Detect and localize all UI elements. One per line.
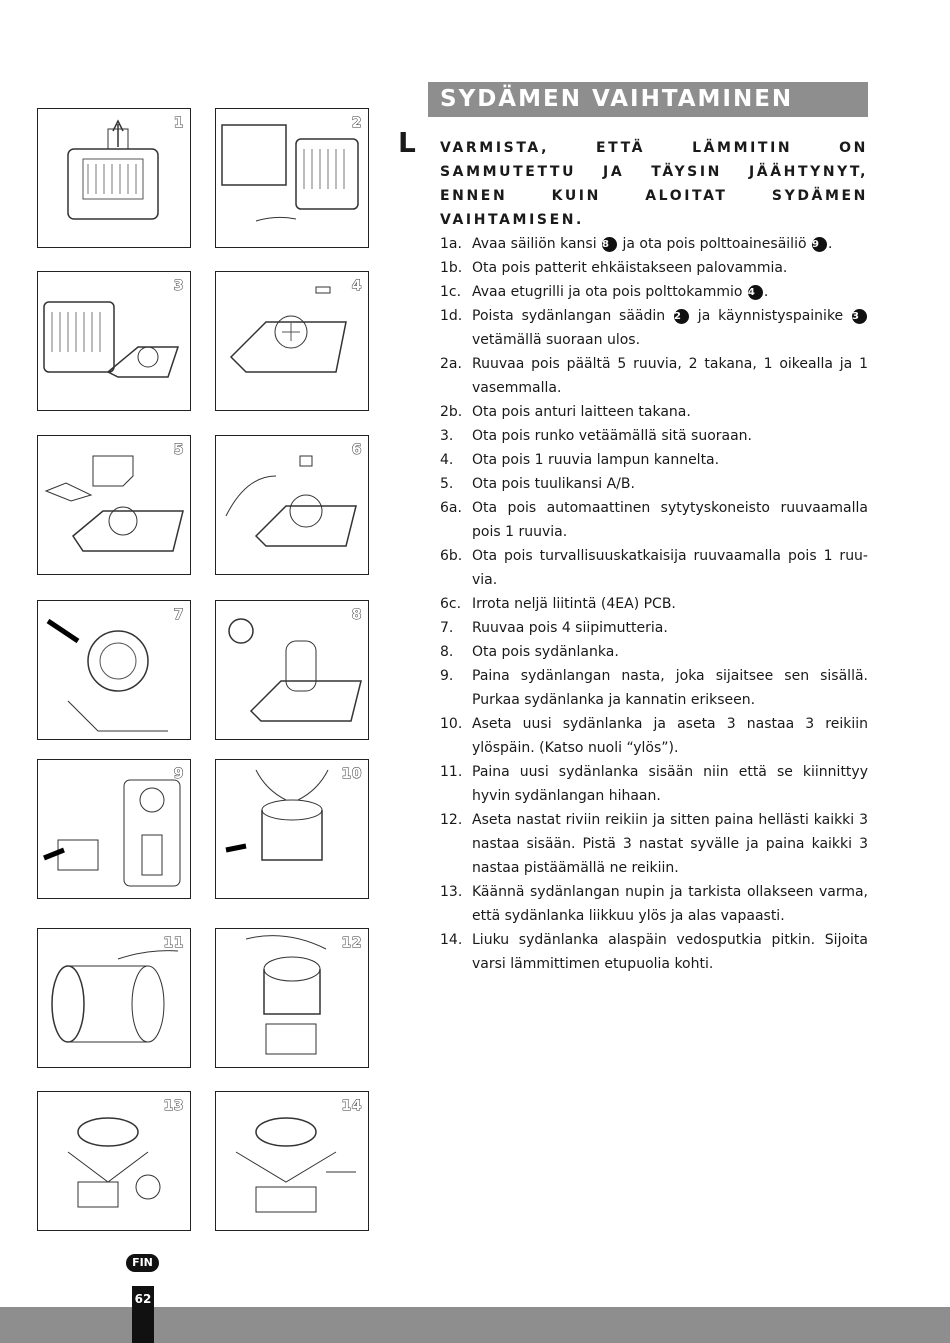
step-text — [472, 400, 868, 424]
step-text-segment: Ota pois anturi laitteen takana. — [472, 404, 691, 420]
figure-number: 7 — [173, 607, 184, 623]
step-number: 8. — [440, 644, 454, 660]
instruction-list — [440, 232, 868, 976]
instruction-step — [440, 592, 868, 616]
step-text-segment: Ota pois sydänlanka. — [472, 644, 619, 660]
page-title: SYDÄMEN VAIHTAMINEN — [428, 82, 868, 117]
figure-number: 4 — [351, 278, 362, 294]
figure-panel-12 — [215, 928, 369, 1068]
step-text — [472, 544, 868, 592]
figure-number: 12 — [341, 935, 362, 951]
step-number: 13. — [440, 884, 463, 900]
step-text — [472, 472, 868, 496]
step-text-segment: . — [763, 284, 769, 300]
step-number: 9. — [440, 668, 454, 684]
figure-number: 13 — [163, 1098, 184, 1114]
figure-number: 6 — [351, 442, 362, 458]
figure-number: 3 — [173, 278, 184, 294]
figure-number: 14 — [341, 1098, 362, 1114]
figure-panel-4 — [215, 271, 369, 411]
figure-panel-14 — [215, 1091, 369, 1231]
heater-open-lid-illustration — [216, 109, 368, 247]
figure-panel-2 — [215, 108, 369, 248]
step-number: 10. — [440, 716, 463, 732]
heater-remove-body-illustration — [38, 272, 190, 410]
step-text — [472, 424, 868, 448]
step-text — [472, 928, 868, 976]
figure-number: 2 — [351, 115, 362, 131]
step-number: 1d. — [440, 308, 463, 324]
figure-number: 11 — [163, 935, 184, 951]
step-number: 1b. — [440, 260, 463, 276]
instruction-step — [440, 664, 868, 712]
figure-number: 9 — [173, 766, 184, 782]
figure-panel-13 — [37, 1091, 191, 1231]
step-text — [472, 448, 868, 472]
figure-panel-9 — [37, 759, 191, 899]
part-reference-badge: 8 — [602, 237, 617, 252]
instruction-step — [440, 808, 868, 880]
part-reference-badge: 4 — [748, 285, 763, 300]
step-text — [472, 352, 868, 400]
step-text-segment: Paina sydänlangan nasta, joka sijaitsee sen sisällä. Purkaa sydänlanka ja kannatin erikseen. — [472, 668, 868, 708]
instruction-step — [440, 280, 868, 304]
step-text-segment: vetämällä suoraan ulos. — [472, 332, 641, 348]
step-number: 6c. — [440, 596, 462, 612]
step-number: 7. — [440, 620, 454, 636]
figure-panel-11 — [37, 928, 191, 1068]
step-text-segment: Avaa etugrilli ja ota pois polttokammio — [472, 284, 747, 300]
wick-assembly-illustration — [216, 601, 368, 739]
step-text-segment: Aseta nastat riviin reikiin ja sitten paina hellästi kaikki 3 nastaa sisään. Pistä 3 nastat syvälle ja paina kaikki 3 nastaa pistäämällä ne reikiin. — [472, 812, 868, 876]
step-text-segment: Ota pois 1 ruuvia lampun kannelta. — [472, 452, 720, 468]
step-text — [472, 808, 868, 880]
heater-lift-tank-illustration — [38, 109, 190, 247]
section-letter: L — [398, 126, 416, 159]
step-text — [472, 760, 868, 808]
figure-panel-1 — [37, 108, 191, 248]
instruction-step — [440, 472, 868, 496]
instruction-step — [440, 496, 868, 544]
step-text-segment: Ruuvaa pois 4 siipimutteria. — [472, 620, 668, 636]
part-reference-badge: 3 — [852, 309, 867, 324]
step-number: 12. — [440, 812, 463, 828]
step-text — [472, 496, 868, 544]
part-reference-badge: 2 — [674, 309, 689, 324]
step-text-segment: Ota pois tuulikansi A/B. — [472, 476, 635, 492]
instruction-step — [440, 232, 868, 256]
instruction-step — [440, 880, 868, 928]
figure-number: 10 — [341, 766, 362, 782]
base-screws-illustration — [216, 272, 368, 410]
step-text — [472, 232, 868, 256]
step-text — [472, 880, 868, 928]
instruction-step — [440, 304, 868, 352]
figure-panel-10 — [215, 759, 369, 899]
instruction-step — [440, 448, 868, 472]
wind-cover-illustration — [38, 436, 190, 574]
instruction-step — [440, 616, 868, 640]
step-text-segment: Ota pois patterit ehkäistakseen palovammia. — [472, 260, 788, 276]
step-text-segment: Aseta uusi sydänlanka ja aseta 3 nastaa 3 reikiin ylöspäin. (Katso nuoli “ylös”). — [472, 716, 868, 756]
step-text — [472, 640, 868, 664]
step-number: 2a. — [440, 356, 462, 372]
step-number: 6a. — [440, 500, 462, 516]
instruction-step — [440, 400, 868, 424]
step-text — [472, 616, 868, 640]
instruction-step — [440, 928, 868, 976]
step-number: 4. — [440, 452, 454, 468]
step-text-segment: Paina uusi sydänlanka sisään niin että se kiinnittyy hyvin sydänlangan hihaan. — [472, 764, 868, 804]
instruction-step — [440, 424, 868, 448]
figure-number: 1 — [173, 115, 184, 131]
language-badge: FIN — [126, 1254, 159, 1272]
step-text — [472, 592, 868, 616]
page-number: 62 — [132, 1286, 154, 1343]
step-number: 3. — [440, 428, 454, 444]
instruction-step — [440, 352, 868, 400]
step-number: 1c. — [440, 284, 462, 300]
figure-panel-7 — [37, 600, 191, 740]
figure-number: 8 — [351, 607, 362, 623]
step-text-segment: Liuku sydänlanka alaspäin vedosputkia pitkin. Sijoita varsi lämmittimen etupuolia kohti. — [472, 932, 868, 972]
step-text-segment: Irrota neljä liitintä (4EA) PCB. — [472, 596, 676, 612]
instruction-step — [440, 760, 868, 808]
figure-panel-5 — [37, 435, 191, 575]
figure-panel-6 — [215, 435, 369, 575]
step-text-segment: Ota pois runko vetäämällä sitä suoraan. — [472, 428, 752, 444]
step-text-segment: Ruuvaa pois päältä 5 ruuvia, 2 takana, 1 oikealla ja 1 vasemmalla. — [472, 356, 868, 396]
step-text-segment: Käännä sydänlangan nupin ja tarkista ollakseen varma, että sydänlanka liikkuu ylös ja alas vapaasti. — [472, 884, 868, 924]
step-text-segment: ja ota pois polttoainesäiliö — [618, 236, 811, 252]
step-number: 1a. — [440, 236, 462, 252]
wing-nuts-illustration — [38, 601, 190, 739]
step-text — [472, 664, 868, 712]
step-text — [472, 712, 868, 760]
step-text-segment: Ota pois turvallisuuskatkaisija ruuvaamalla pois 1 ruu-via. — [472, 548, 868, 588]
part-reference-badge: 9 — [812, 237, 827, 252]
figure-number: 5 — [173, 442, 184, 458]
step-number: 2b. — [440, 404, 463, 420]
instruction-step — [440, 256, 868, 280]
instruction-step — [440, 640, 868, 664]
igniter-removal-illustration — [216, 436, 368, 574]
step-text-segment: ja käynnistyspainike — [689, 308, 851, 324]
step-number: 6b. — [440, 548, 463, 564]
step-text-segment: Avaa säiliön kansi — [472, 236, 602, 252]
instruction-step — [440, 544, 868, 592]
step-text-segment: . — [827, 236, 833, 252]
step-number: 5. — [440, 476, 454, 492]
step-text — [472, 280, 868, 304]
figure-panel-3 — [37, 271, 191, 411]
instruction-step — [440, 712, 868, 760]
wick-pin-illustration — [38, 760, 190, 898]
figure-panel-8 — [215, 600, 369, 740]
safety-warning: VARMISTA, ETTÄ LÄMMITIN ON SAMMUTETTU JA TÄYSIN JÄÄHTYNYT, ENNEN KUIN ALOITAT SYDÄMEN VAIHTAMISEN. — [440, 140, 868, 228]
step-text-segment: Poista sydänlangan säädin — [472, 308, 673, 324]
step-text — [472, 304, 868, 352]
step-text — [472, 256, 868, 280]
step-text-segment: Ota pois automaattinen sytytyskoneisto ruuvaamalla pois 1 ruuvia. — [472, 500, 868, 540]
step-number: 11. — [440, 764, 463, 780]
step-number: 14. — [440, 932, 463, 948]
